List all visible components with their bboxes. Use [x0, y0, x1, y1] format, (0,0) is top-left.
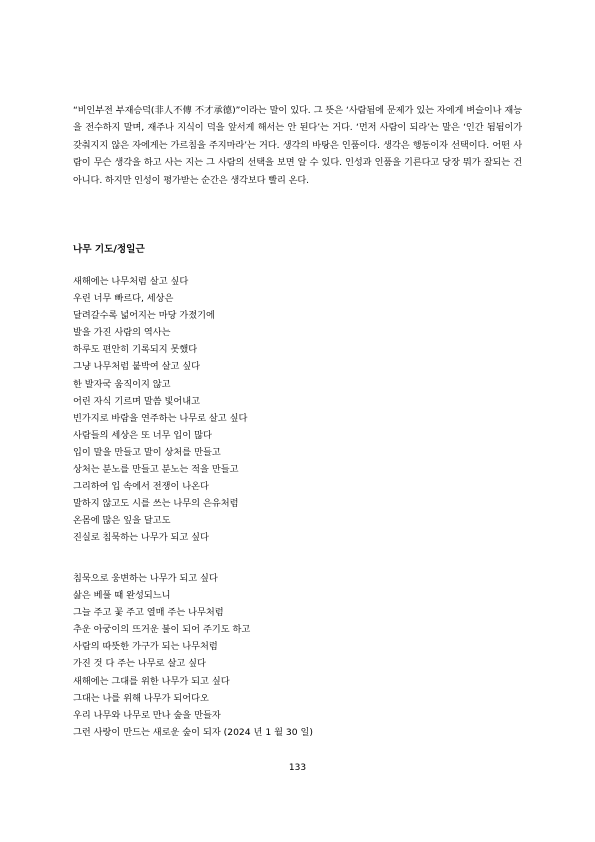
poem-line: 빈가지로 바람을 연주하는 나무로 살고 싶다 — [73, 412, 248, 424]
poem-line: 새해에는 그대를 위한 나무가 되고 싶다 — [73, 675, 230, 687]
poem-line: 진실로 침묵하는 나무가 되고 싶다 — [73, 532, 209, 544]
poem-line: 그런 사랑이 만드는 새로운 숲이 되자 (2024 년 1 월 30 일) — [73, 726, 313, 738]
poem-line: 말하지 않고도 시를 쓰는 나무의 은유처럼 — [73, 498, 239, 510]
intro-paragraph: “비인부전 부재승덕(非人不傳 不才承德)”이라는 말이 있다. 그 뜻은 ‘사람됨에 문제가 있는 자에게 벼슬이나 재능을 전수하지 말며, 재주나 지식이 덕을 앞서게 해서는 안 된다’는 거다. ‘먼저 사람이 되라’는 말은 ‘인간 됨됨이가 갖춰지지 않은 자에게는 가르침을 주지마라’는 거다. 생각의 바탕은 인품이다. 생각은 행동이자 선택이다. 어떤 사람이 무슨 생각을 하고 사는 지는 그 사람의 선택을 보면 알 수 있다. 인성과 인품을 기른다고 당장 뭐가 잘되는 건 아니다. 하지만 인성이 평가받는 순간은 생각보다 빨리 온다. — [73, 105, 522, 186]
poem-line: 그리하여 입 속에서 전쟁이 나온다 — [73, 481, 209, 493]
poem-line: 그대는 나를 위해 나무가 되어다오 — [73, 692, 209, 704]
poem-line: 입이 말을 만들고 말이 상처를 만들고 — [73, 446, 221, 458]
poem-line: 그늘 주고 꽃 주고 열매 주는 나무처럼 — [73, 607, 224, 619]
poem-line: 새해에는 나무처럼 살고 싶다 — [73, 276, 189, 287]
poem-line: 침묵으로 웅변하는 나무가 되고 싶다 — [73, 573, 218, 584]
poem-line: 삶은 베풀 때 완성되느니 — [73, 590, 171, 602]
poem-line: 우린 너무 빠르다, 세상은 — [73, 293, 174, 305]
poem-line: 추운 아궁이의 뜨거운 불이 되어 주기도 하고 — [73, 624, 251, 636]
poem-stanza-2 — [73, 570, 313, 741]
poem-line: 하루도 편안히 기록되지 못했다 — [73, 344, 198, 356]
poem-line: 달려갈수록 넓어지는 마당 가졌기에 — [73, 310, 215, 322]
poem-line: 우리 나무와 나무로 만나 숲을 만들자 — [73, 709, 221, 721]
poem-line: 사람의 따뜻한 가구가 되는 나무처럼 — [73, 641, 218, 653]
poem-line: 상처는 분노를 만들고 분노는 적을 만들고 — [73, 464, 239, 476]
poem-line: 그냥 나무처럼 붙박여 살고 싶다 — [73, 361, 201, 373]
poem-line: 한 발자국 움직이지 않고 — [73, 378, 171, 390]
poem-line: 가진 것 다 주는 나무로 살고 싶다 — [73, 658, 206, 670]
poem-line: 사람들의 세상은 또 너무 입이 많다 — [73, 429, 212, 441]
page-number: 133 — [288, 763, 307, 773]
poem-title: 나무 기도/정일근 — [73, 244, 145, 255]
poem-line: 발을 가진 사람의 역사는 — [73, 327, 171, 339]
poem-stanza-1 — [73, 273, 247, 547]
poem-line: 온몸에 많은 잎을 달고도 — [73, 515, 171, 527]
poem-line: 어린 자식 기르며 말씀 빛어내고 — [73, 395, 201, 407]
